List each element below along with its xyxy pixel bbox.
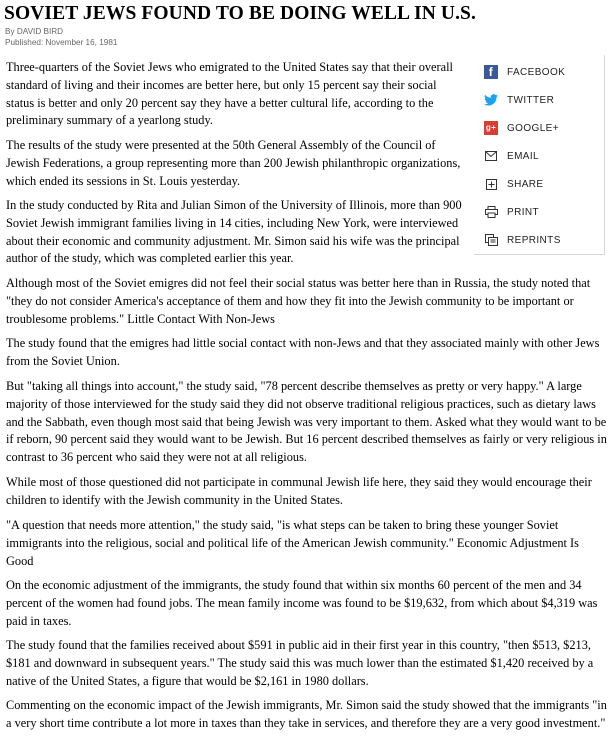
share-more-label: SHARE (507, 178, 544, 190)
share-facebook-button[interactable] (484, 62, 565, 82)
paragraph-3: In the study conducted by Rita and Julian Simon of the University of Illinois, more than 900 Soviet Jewish immigrant families living in 14 cities, including New York, were interviewed about their economic and community adjustment. Mr. Simon said his wife was the principal author of the study, which was completed earlier this year. (6, 198, 462, 266)
headline: SOVIET JEWS FOUND TO BE DOING WELL IN U.S. (4, 3, 476, 24)
paragraph-2: The results of the study were presented at the 50th General Assembly of the Council of Jewish Federations, a group representing more than 200 Jewish philanthropic organizations, which ended its sessions in St. Louis yesterday. (6, 138, 461, 188)
share-email-label: EMAIL (507, 150, 540, 162)
paragraph-5: The study found that the emigres had little social contact with non-Jews and that they associated mainly with other Jews from the Soviet Union. (6, 336, 600, 368)
paragraph-9: On the economic adjustment of the immigrants, the study found that within six months 60 percent of the men and 34 percent of the women had found jobs. The mean family income was found to be $19,632, from which about $4,319 was paid in taxes. (6, 578, 598, 628)
reprints-label: REPRINTS (507, 234, 561, 246)
paragraph-4: Although most of the Soviet emigres did not feel their social status was better here than in Russia, the study noted that "they do not consider America's acceptance of them and how they fit into the Jewish community to be important or troublesome problems." Little Contact With Non-Jews (6, 276, 591, 326)
reprints-button[interactable] (484, 230, 561, 250)
paragraph-11: Commenting on the economic impact of the Jewish immigrants, Mr. Simon said the study showed that the immigrants "in a very short time contribute a lot more in taxes than they take in services, and therefore they are a very good investment." (6, 698, 607, 730)
paragraph-10: The study found that the families received about $591 in public aid in their first year in this country, "then $513, $213, $181 and downward in subsequent years." The study said this was much lower than the estimated $1,420 received by a native of the United States, a figure that would be $2,161 in 1980 dollars. (6, 638, 594, 688)
share-facebook-label: FACEBOOK (507, 66, 566, 78)
published-date: Published: November 16, 1981 (5, 38, 118, 47)
print-label: PRINT (507, 206, 539, 218)
paragraph-8: "A question that needs more attention," the study said, "is what steps can be taken to bring these younger Soviet immigrants into the religious, social and political life of the American Jewish community." Economic Adjustment Is Good (6, 518, 579, 568)
print-icon (484, 205, 498, 219)
share-tools (474, 55, 605, 255)
twitter-icon (484, 93, 498, 107)
reprints-icon (484, 233, 498, 247)
share-more-button[interactable] (484, 174, 543, 194)
paragraph-1: Three-quarters of the Soviet Jews who emigrated to the United States say that their overall standard of living and their incomes are better here, but only 15 percent say their social status is better and only 20 percent say they have a better cultural life, according to the preliminary summary of a yearlong study. (6, 60, 453, 128)
share-email-button[interactable] (484, 146, 539, 166)
paragraph-6: But "taking all things into account," the study said, "78 percent describe themselves as pretty or very happy." A large majority of those interviewed for the study said they did not observe traditional religious practices, such as dietary laws and the Sabbath, even though most said that being Jewish was very important to them. Asked what they would want to be if reborn, 90 percent said they would want to be Jewish. But 16 percent described themselves as fairly or very religious in contrast to 36 percent who said they were not at all religious. (6, 379, 607, 465)
facebook-icon: f (484, 65, 498, 79)
share-icon (484, 177, 498, 191)
share-twitter-label: TWITTER (507, 94, 555, 106)
email-icon (484, 149, 498, 163)
share-twitter-button[interactable] (484, 90, 554, 110)
byline: By DAVID BIRD (5, 27, 64, 36)
share-google-plus-button[interactable] (484, 118, 559, 138)
share-google-plus-label: GOOGLE+ (507, 122, 559, 134)
google-plus-icon: g+ (484, 121, 498, 135)
paragraph-7: While most of those questioned did not participate in communal Jewish life here, they said they would encourage their children to identify with the Jewish community in the United States. (6, 475, 592, 507)
print-button[interactable] (484, 202, 539, 222)
